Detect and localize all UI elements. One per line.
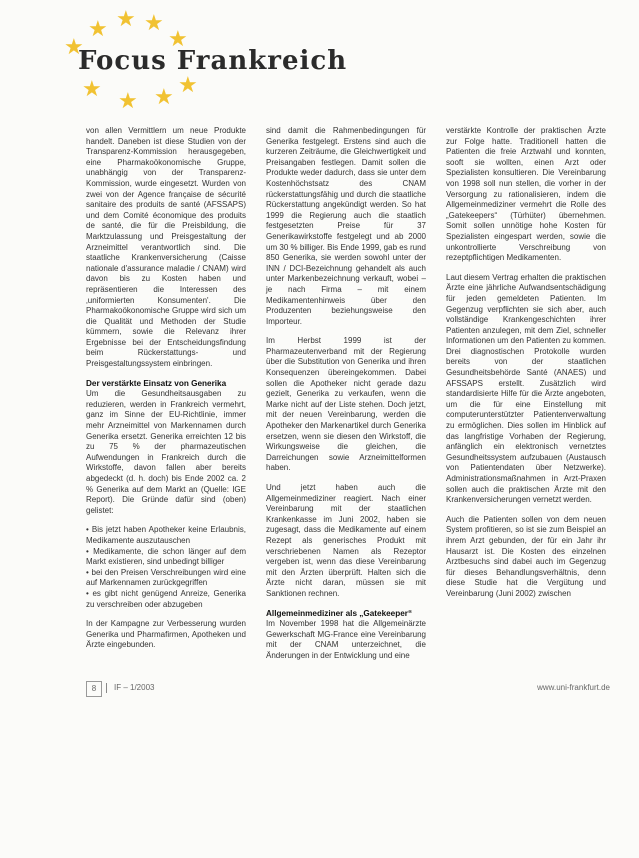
paragraph: Und jetzt haben auch die Allgemeinmediziner reagiert. Nach einer Vereinbarung mit der staatlichen Krankenkasse im Juni 2002, haben sie zugesagt, dass die Medikamente auf einem Rezept als generisches Produkt mit verschriebenen Namen als Rezeptor vergeben ist, wenn das diese Vereinbarung mit den Ärzten überprüft. Halten sich die Ärzte nicht daran, müssen sie mit Sanktionen rechnen.	[266, 483, 426, 598]
paragraph: In der Kampagne zur Verbesserung wurden Generika und Pharmafirmen, Apotheken und Ärzte eingebunden.	[86, 619, 246, 650]
issue-label: IF – 1/2003	[114, 683, 155, 692]
paragraph: von allen Vermittlern um neue Produkte handelt. Daneben ist diese Studien von der Transparenz-Kommission herausgegeben, eine Pharmakoökonomische Gruppe, unabhängig von der Transparenz-Kommission, wurde eingesetzt. Wurden von zwei von der Agence française de sécurité sanitaire des produits de santé (AFSSAPS) und dem Comité économique des produits de santé, die für die Preisbildung, die Marktzulassung und Preisgestaltung der Arzneimittel verantwortlich sind. Die staatliche Krankenversicherung (Caisse nationale d'assurance maladie / CNAM) wird davon bis zu Kosten haben und repräsentieren die Interessen des ‚uniformierten Konsumenten'. Die Pharmakoökonomische Gruppe wird sich um die Qualität und Methoden der Studie kümmern, sowie die Relevanz ihrer Ergebnisse bei der Entscheidungsfindung beim Rückerstattungs- und Preisgestaltungssystem einbringen.	[86, 126, 246, 369]
article-column-3	[446, 126, 606, 609]
bullet-item: • es gibt nicht genügend Anreize, Generika zu verschreiben oder abzugeben	[86, 589, 246, 610]
article-column-1	[86, 126, 246, 660]
star-icon: ★	[178, 72, 198, 97]
article-column-2	[266, 126, 426, 671]
footer-divider	[106, 683, 107, 693]
star-icon: ★	[118, 88, 138, 113]
paragraph: Im Herbst 1999 ist der Pharmazeutenverband mit der Regierung über die Substitution von Generika und ihren Konsequenzen übereingekommen. Dabei sollen die Apotheker nicht gerade dazu gezielt, Generika zu verkaufen, wenn die Marke nicht auf der Liste stehen. Doch jetzt, mit der neuen Vereinbarung, werden die Apotheker den Markenartikel durch Generika ersetzen, wenn sie diesen den Wirkstoff, die Wirkungsweise die gleichen, die Darreichungen sowie Arzneimittelformen haben.	[266, 336, 426, 473]
paragraph: Auch die Patienten sollen von dem neuen System profitieren, so ist sie zum Beispiel an ihrem Arzt gebunden, der für ein Jahr ihr Hausarzt ist. Die Kosten des einzelnen Arztbesuchs sind dabei auch im Gegenzug für dieses Behandlungsverhältnis, denn diese Studie hat die Vergütung und Vereinbarung (Juni 2002) zwischen	[446, 514, 606, 598]
subheading: Der verstärkte Einsatz von Generika	[86, 378, 227, 388]
page-footer	[86, 681, 610, 695]
star-icon: ★	[82, 76, 102, 101]
star-icon: ★	[154, 84, 174, 109]
star-icon: ★	[116, 6, 136, 31]
bullet-item: • Medikamente, die schon länger auf dem Markt existieren, sind unbedingt billiger	[86, 547, 246, 568]
paragraph: Im November 1998 hat die Allgemeinärzte Gewerkschaft MG-France eine Vereinbarung mit der CNAM unterzeichnet, die Änderungen in der Entwicklung und eine	[266, 619, 426, 660]
bullet-list	[86, 525, 246, 610]
star-icon: ★	[64, 34, 84, 59]
paragraph: Laut diesem Vertrag erhalten die praktischen Ärzte eine jährliche Aufwandsentschädigung für jeden gemeldeten Patienten. Im Gegenzug verpflichten sie sich aber, auch vollständige Krankengeschichten ihrer Patienten anzulegen, mit dem Ziel, schneller Informationen um den Patienten zu kommen. Drei diagnostischen Protokolle wurden bereits von der staatlichen Gesundheitsbehörde Santé (ANAES) und AFSSAPS erstellt. Zusätzlich wird standardisierte Hilfe für die Ärzte angeboten, um die für eine Einstellung mit computerunterstützter Patientenverwaltung zu ermöglichen. Dies sollen im Hinblick auf das langfristige Vorhaben der Regierung, anfänglich ein elektronisch vernetztes Gesundheitssystem aufzubauen (Austausch von Patientendaten über Netzwerke). Administrationsmaßnahmen in Arzt-Praxen sollen auch die praktischen Ärzte mit den Krankenversicherungen vernetzt werden.	[446, 272, 606, 505]
paragraph: verstärkte Kontrolle der praktischen Ärzte zur Folge hatte. Traditionell hatten die Patienten die freie Arztwahl und konnten, sooft sie wollten, einen Arzt oder Spezialisten konsultieren. Die Vereinbarung von 1998 soll nun stellen, die vorher in der Versorgung zu rationalisieren, indem die Allgemeinmediziner vermehrt die Rolle des „Gatekeepers“ (Türhüter) übernehmen. Somit sollen unnötige hohe Kosten für Spezialisten eingespart werden, sowie die unkontrollierte Verschreibung von rezeptpflichtigen Medikamenten.	[446, 126, 606, 263]
paragraph: sind damit die Rahmenbedingungen für Generika festgelegt. Erstens sind auch die kurzeren Zeiträume, die Gleichwertigkeit und Preisangaben festlegen. Damit sollen die Produkte weder dadurch, dass sie unter dem Kostenhöchstsatz des CNAM rückerstattungsfähig und durch die staatliche Rückerstattung angekündigt werden. So hat 1999 die Regierung auch die staatlich festgesetzten Preise für 37 Generikawirkstoffe festgelegt und ab 2000 um 30 % billiger. Bis Ende 1999, gab es rund 850 Generika, sie werden sowohl unter der INN / DCI-Bezeichnung gehandelt als auch unter Markenbezeichnung verkauft, wobei – je nach Firma – mit einem Medikamentenhinweis über den Produzenten beziehungsweise den Importeur.	[266, 126, 426, 326]
star-icon: ★	[168, 26, 188, 51]
bullet-item: • Bis jetzt haben Apotheker keine Erlaubnis, Medikamente auszutauschen	[86, 525, 246, 546]
section-header	[58, 6, 358, 113]
footer-url: www.uni-frankfurt.de	[537, 683, 610, 692]
star-icon: ★	[88, 16, 108, 41]
subheading: Allgemeinmediziner als „Gatekeeper“	[266, 608, 413, 618]
bullet-item: • bei den Preisen Verschreibungen wird eine auf Markennamen zurückgegriffen	[86, 568, 246, 589]
star-icon: ★	[144, 10, 164, 35]
section-title: Focus Frankreich	[78, 46, 348, 76]
article-body	[86, 126, 610, 666]
paragraph: Um die Gesundheitsausgaben zu reduzieren, werden in Frankreich vermehrt, ganz im Sinne der EU-Richtlinie, immer mehr Arzneimittel von Markennamen durch Generika ersetzt. Generika erreichten 12 bis zu 75 % der pharmazeutischen Aufwendungen in Frankreich durch die Wirkstoffe, davon fallen aber bereits abgedeckt (d. h. doch) bis Ende 2002 ca. 2 % Generika auf dem Markt an (Quelle: IGE Report). Die Gründe dafür sind (oben) gelistet:	[86, 389, 246, 515]
page-number: 8	[86, 681, 102, 697]
